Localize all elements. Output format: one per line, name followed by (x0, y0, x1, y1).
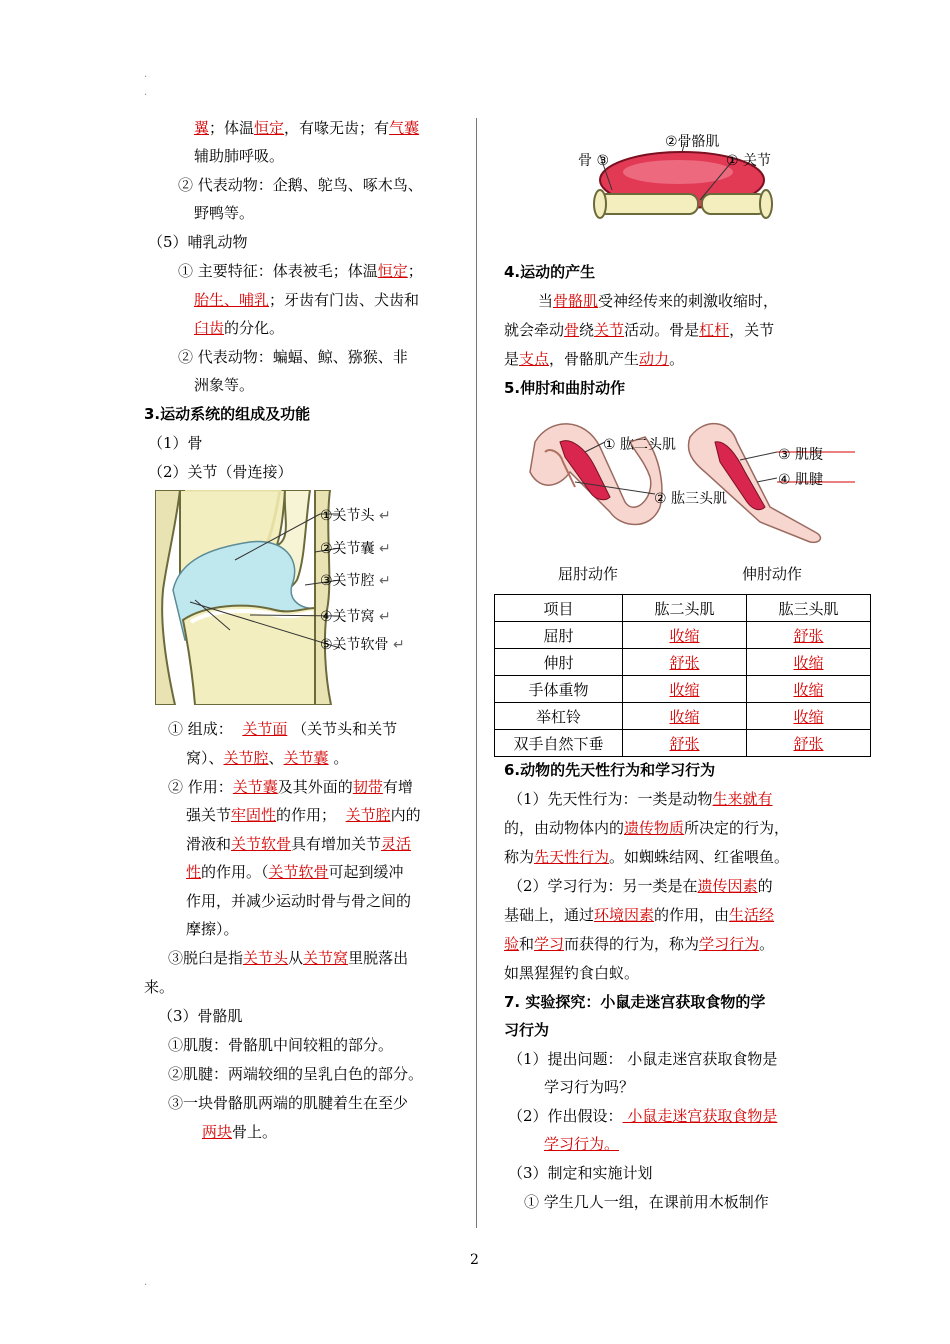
table-header-cell: 肱二头肌 (623, 595, 747, 622)
figure-label: ③ 肌腹 (778, 447, 824, 463)
figure-label: ① 关节 (726, 153, 772, 169)
text-line: ① 组成： 关节面 （关节头和关节 (168, 720, 398, 738)
text-line: 验和学习而获得的行为，称为学习行为。 (504, 935, 775, 953)
text-line: 滑液和关节软骨具有增加关节灵活 (186, 835, 412, 853)
text-line: 称为先天性行为。如蜘蛛结网、红雀喂鱼。 (504, 848, 790, 866)
text-line: 胎生、哺乳；牙齿有门齿、犬齿和 (194, 291, 420, 309)
table-cell: 收缩 (747, 649, 871, 676)
column-divider (476, 118, 477, 1228)
section-heading: 4.运动的产生 (504, 263, 596, 281)
text-line: ② 代表动物：蝙蝠、鲸、猕猴、非 (178, 348, 408, 366)
subheading: （1）骨 (148, 434, 203, 452)
text-line: ② 作用：关节囊及其外面的韧带有增 (168, 778, 413, 796)
section-heading: 5.伸肘和曲肘动作 (504, 379, 626, 397)
text-line: 当骨骼肌受神经传来的刺激收缩时， (538, 292, 779, 310)
table-header-cell: 肱三头肌 (747, 595, 871, 622)
joint-label: ⑤关节软骨 ↵ (320, 637, 405, 653)
table-cell: 伸肘 (495, 649, 623, 676)
text-line: 强关节牢固性的作用； 关节腔内的 (186, 806, 421, 824)
table-row (495, 622, 871, 649)
table-cell: 收缩 (747, 703, 871, 730)
text-line: 来。 (144, 978, 175, 996)
figure-label: ②骨骼肌 (665, 134, 720, 150)
figure-label: ② 肱三头肌 (654, 491, 728, 507)
subheading: （5）哺乳动物 (148, 233, 248, 251)
text-line: 洲象等。 (194, 376, 255, 394)
section-heading: 7. 实验探究：小鼠走迷宫获取食物的学 (504, 993, 766, 1011)
figure-caption: 伸肘动作 (742, 565, 803, 583)
figure-label: ④ 肌腱 (778, 472, 824, 488)
text-line: 基础上，通过环境因素的作用，由生活经 (504, 906, 775, 924)
section-heading: 习行为 (504, 1021, 550, 1039)
text-line: 学习行为。 (544, 1135, 620, 1153)
text-line: 窝）、关节腔、关节囊 。 (186, 749, 349, 767)
text-line: 就会牵动骨绕关节活动。骨是杠杆，关节 (504, 321, 775, 339)
table-cell: 收缩 (623, 703, 747, 730)
table-cell: 举杠铃 (495, 703, 623, 730)
text-line: 性的作用。（关节软骨可起到缓冲 (186, 863, 404, 881)
table-header-row (495, 595, 871, 622)
text-line: ③一块骨骼肌两端的肌腱着生在至少 (168, 1094, 409, 1112)
section-heading: 6.动物的先天性行为和学习行为 (504, 761, 716, 779)
paragraph-mark: · (144, 90, 148, 101)
text-line: 如黑猩猩钓食白蚁。 (504, 964, 640, 982)
joint-label: ①关节头 ↵ (320, 508, 391, 524)
text-line: 作用，并减少运动时骨与骨之间的 (186, 892, 412, 910)
joint-label: ②关节囊 ↵ (320, 541, 391, 557)
text-line: ③脱臼是指关节头从关节窝里脱落出 (168, 949, 409, 967)
joint-diagram (155, 490, 455, 705)
text-line: 两块骨上。 (202, 1123, 278, 1141)
text-line: （3）制定和实施计划 (508, 1164, 653, 1182)
text-line: （2）作出假设： 小鼠走迷宫获取食物是 (508, 1107, 778, 1125)
text-line: 是支点，骨骼肌产生动力。 (504, 350, 685, 368)
text-line: （2）学习行为：另一类是在遗传因素的 (508, 877, 773, 895)
table-row (495, 730, 871, 757)
table-cell: 手体重物 (495, 676, 623, 703)
table-cell: 舒张 (747, 622, 871, 649)
table-cell: 收缩 (747, 676, 871, 703)
text-line: 野鸭等。 (194, 204, 255, 222)
text-line: 臼齿的分化。 (194, 319, 285, 337)
muscle-action-table (494, 594, 871, 757)
text-line: 辅助肺呼吸。 (194, 147, 285, 165)
text-line: ② 代表动物：企鹅、鸵鸟、啄木鸟、 (178, 176, 423, 194)
joint-label: ③关节腔 ↵ (320, 573, 391, 589)
paragraph-mark: · (144, 72, 148, 83)
text-line: （1）先天性行为：一类是动物生来就有 (508, 790, 773, 808)
text-line: 的，由动物体内的遗传物质所决定的行为， (504, 819, 790, 837)
text-line: ① 主要特征：体表被毛；体温恒定； (178, 262, 423, 280)
figure-label: ① 肱二头肌 (603, 437, 677, 453)
table-cell: 收缩 (623, 622, 747, 649)
joint-label: ④关节窝 ↵ (320, 609, 391, 625)
text-line: 翼；体温恒定，有喙无齿；有气囊 (194, 119, 420, 137)
text-line: ①肌腹：骨骼肌中间较粗的部分。 (168, 1036, 394, 1054)
table-header-cell: 项目 (495, 595, 623, 622)
page-number: 2 (470, 1252, 479, 1268)
table-row (495, 649, 871, 676)
table-cell: 双手自然下垂 (495, 730, 623, 757)
table-cell: 收缩 (623, 676, 747, 703)
table-row (495, 676, 871, 703)
table-cell: 舒张 (747, 730, 871, 757)
table-row (495, 703, 871, 730)
text-line: 学习行为吗？ (544, 1078, 635, 1096)
section-heading: 3.运动系统的组成及功能 (144, 405, 311, 423)
figure-label: 骨 ③ (578, 153, 610, 169)
paragraph-mark: · (144, 1280, 148, 1291)
figure-caption: 屈肘动作 (558, 565, 619, 583)
text-line: 摩擦）。 (186, 920, 239, 938)
table-cell: 舒张 (623, 730, 747, 757)
table-cell: 舒张 (623, 649, 747, 676)
subheading: （2）关节（骨连接） (148, 463, 293, 481)
text-line: ① 学生几人一组，在课前用木板制作 (524, 1193, 769, 1211)
subheading: （3）骨骼肌 (158, 1007, 243, 1025)
text-line: ②肌腱：两端较细的呈乳白色的部分。 (168, 1065, 424, 1083)
table-cell: 屈肘 (495, 622, 623, 649)
text-line: （1）提出问题： 小鼠走迷宫获取食物是 (508, 1050, 778, 1068)
